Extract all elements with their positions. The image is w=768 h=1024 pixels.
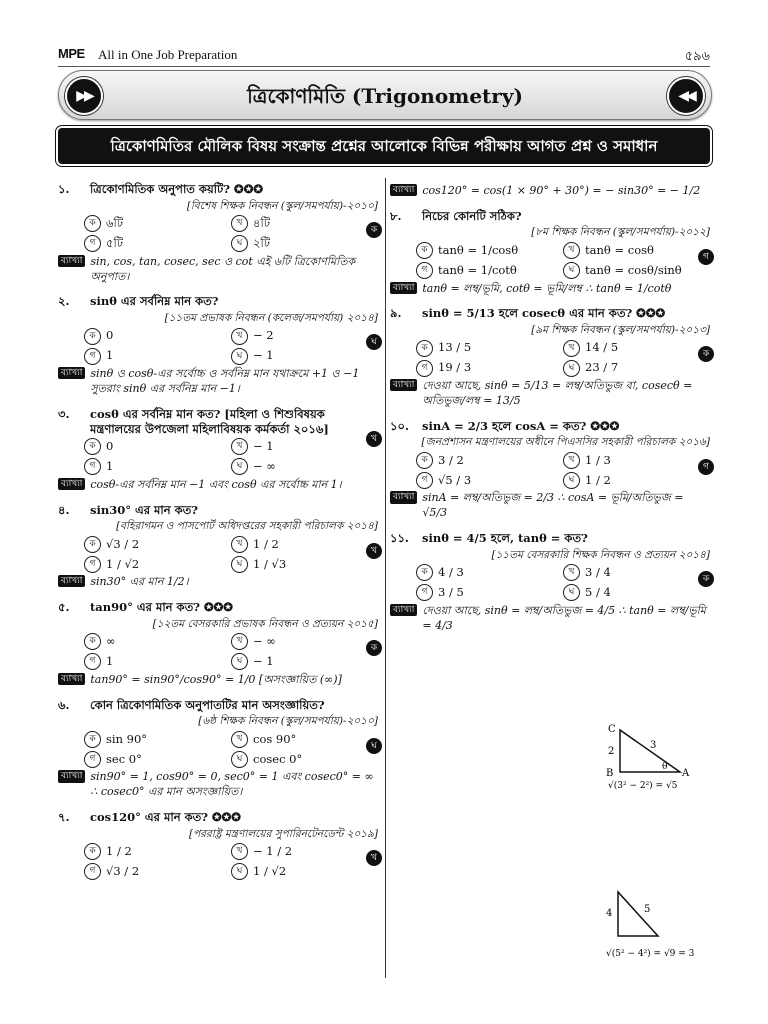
option-letter-badge: ক bbox=[84, 843, 101, 860]
option-value: √3 / 2 bbox=[106, 863, 140, 878]
option-value: sec 0° bbox=[106, 751, 142, 766]
question-number: ৩. bbox=[58, 406, 70, 421]
figure-caption: √(3² − 2²) = √5 bbox=[608, 781, 678, 791]
explanation bbox=[390, 379, 710, 409]
option-value: ∞ bbox=[106, 634, 116, 649]
option-letter-badge: ক bbox=[416, 242, 433, 259]
option-letter-badge: গ bbox=[84, 458, 101, 475]
option-letter-badge: ঘ bbox=[563, 472, 580, 489]
explanation-text: tanθ = লম্ব/ভূমি, cotθ = ভূমি/লম্ব ∴ tanθ = 1/cotθ bbox=[422, 281, 672, 295]
option-value: √5 / 3 bbox=[438, 472, 472, 487]
option[interactable] bbox=[84, 863, 231, 881]
option[interactable] bbox=[231, 555, 378, 573]
option-letter-badge: খ bbox=[231, 328, 248, 345]
page-header bbox=[58, 44, 710, 67]
option[interactable] bbox=[231, 215, 378, 233]
option-value: − ∞ bbox=[253, 634, 276, 649]
option[interactable] bbox=[231, 633, 378, 651]
option-value: 3 / 2 bbox=[438, 452, 464, 467]
explanation-text: sinθ ও cosθ-এর সর্বোচ্চ ও সর্বনিম্ন মান যথাক্রমে +1 ও −1 সুতরাং sinθ এর সর্বনিম্ন মান −1। bbox=[90, 367, 360, 395]
explanation bbox=[390, 491, 710, 521]
option-value: − ∞ bbox=[253, 459, 276, 474]
question-line bbox=[58, 810, 378, 826]
option-letter-badge: ঘ bbox=[231, 235, 248, 252]
option[interactable] bbox=[416, 471, 563, 489]
explanation bbox=[58, 770, 378, 800]
option-value: − 1 bbox=[253, 439, 274, 454]
option-letter-badge: গ bbox=[84, 751, 101, 768]
option-letter-badge: খ bbox=[231, 536, 248, 553]
rewind-icon: ◀◀ bbox=[667, 77, 705, 115]
answer-badge: ক bbox=[698, 346, 714, 362]
option[interactable] bbox=[231, 327, 378, 345]
book-title: All in One Job Preparation bbox=[98, 47, 238, 62]
option[interactable] bbox=[84, 555, 231, 573]
option-letter-badge: ক bbox=[84, 215, 101, 232]
question-line bbox=[390, 419, 710, 435]
option-value: 3 / 4 bbox=[585, 565, 611, 580]
option-letter-badge: গ bbox=[416, 584, 433, 601]
question-line bbox=[390, 531, 710, 547]
question-number: ৪. bbox=[58, 502, 70, 517]
option-value: 0 bbox=[106, 439, 114, 454]
option-letter-badge: খ bbox=[231, 633, 248, 650]
question-line bbox=[58, 503, 378, 519]
option-value: ৪টি bbox=[253, 215, 271, 230]
question-text: cos120° এর মান কত? ✪✪✪ bbox=[90, 810, 241, 825]
option[interactable] bbox=[563, 584, 710, 602]
question-line bbox=[58, 182, 378, 198]
right-column bbox=[390, 182, 710, 644]
option[interactable] bbox=[84, 438, 231, 456]
option-letter-badge: খ bbox=[231, 215, 248, 232]
question-number: ৬. bbox=[58, 697, 70, 712]
question-text: sinθ = 5/13 হলে cosecθ এর মান কত? ✪✪✪ bbox=[422, 306, 666, 321]
option-value: 1 / √2 bbox=[253, 863, 287, 878]
option-letter-badge: ঘ bbox=[231, 348, 248, 365]
option[interactable] bbox=[84, 327, 231, 345]
question-number: ১. bbox=[58, 182, 70, 196]
option-letter-badge: ঘ bbox=[231, 458, 248, 475]
question-number: ৫. bbox=[58, 600, 70, 615]
question-source: [পররাষ্ট্র মন্ত্রণালয়ের সুপারিনটেনডেন্ট ২০১৯] bbox=[189, 827, 378, 840]
option-letter-badge: ঘ bbox=[231, 653, 248, 670]
answer-badge: ক bbox=[366, 640, 382, 656]
option-letter-badge: খ bbox=[231, 438, 248, 455]
explanation-text: sinA = লম্ব/অতিভুজ = 2/3 ∴ cosA = ভূমি/অতিভুজ = √5/3 bbox=[422, 491, 684, 520]
option-value: cosec 0° bbox=[253, 751, 303, 766]
option-value: tanθ = 1/cotθ bbox=[438, 262, 517, 277]
question-block bbox=[390, 184, 710, 199]
option-value: 1 / 3 bbox=[585, 452, 611, 467]
question-block bbox=[390, 531, 710, 633]
question-block bbox=[58, 503, 378, 591]
hypotenuse-label: 5 bbox=[644, 904, 651, 915]
option[interactable] bbox=[231, 730, 378, 748]
explanation-text: sin, cos, tan, cosec, sec ও cot এই ৬টি ত্রিকোণমিতিক অনুপাত। bbox=[90, 254, 356, 283]
option-letter-badge: গ bbox=[416, 262, 433, 279]
option-value: − 2 bbox=[253, 328, 274, 343]
option-value: 1 / 2 bbox=[585, 472, 611, 487]
option-value: 5 / 4 bbox=[585, 585, 611, 600]
explanation bbox=[58, 255, 378, 285]
option-value: 3 / 5 bbox=[438, 585, 464, 600]
option[interactable] bbox=[416, 564, 563, 582]
options-grid bbox=[416, 564, 710, 602]
option-letter-badge: ক bbox=[84, 633, 101, 650]
explanation-text: দেওয়া আছে, sinθ = লম্ব/অতিভুজ = 4/5 ∴ tanθ = লম্ব/ভূমি = 4/3 bbox=[422, 603, 706, 632]
question-block bbox=[58, 600, 378, 688]
option-letter-badge: ক bbox=[84, 536, 101, 553]
section-subtitle-box bbox=[58, 128, 710, 164]
question-text: কোন ত্রিকোণমিতিক অনুপাতটির মান অসংজ্ঞায়িত? bbox=[90, 697, 325, 712]
option-value: 19 / 3 bbox=[438, 360, 472, 375]
section-subtitle: ত্রিকোণমিতির মৌলিক বিষয় সংক্রান্ত প্রশ্নের আলোকে বিভিন্ন পরীক্ষায় আগত প্রশ্ন ও সমাধান bbox=[110, 137, 658, 155]
option[interactable] bbox=[84, 653, 231, 671]
option[interactable] bbox=[84, 535, 231, 553]
question-text: নিচের কোনটি সঠিক? bbox=[422, 208, 522, 223]
option[interactable] bbox=[84, 730, 231, 748]
option[interactable] bbox=[563, 339, 710, 357]
option-letter-badge: ঘ bbox=[563, 584, 580, 601]
option-value: 14 / 5 bbox=[585, 340, 619, 355]
question-text: sinθ এর সর্বনিম্ন মান কত? bbox=[90, 294, 219, 309]
option-letter-badge: ঘ bbox=[231, 556, 248, 573]
question-line bbox=[390, 306, 710, 322]
option[interactable] bbox=[416, 262, 563, 280]
option-letter-badge: গ bbox=[84, 235, 101, 252]
chapter-banner bbox=[58, 70, 712, 120]
option[interactable] bbox=[563, 242, 710, 260]
option[interactable] bbox=[84, 458, 231, 476]
explanation-tag: ব্যাখ্যা bbox=[58, 673, 85, 685]
vertex-b-label: B bbox=[606, 768, 614, 779]
option[interactable] bbox=[231, 438, 378, 456]
option-letter-badge: খ bbox=[563, 564, 580, 581]
option-value: √3 / 2 bbox=[106, 536, 140, 551]
answer-badge: গ bbox=[698, 459, 714, 475]
option-letter-badge: ক bbox=[84, 328, 101, 345]
option-value: − 1 / 2 bbox=[253, 843, 293, 858]
question-source: [৮ম শিক্ষক নিবন্ধন (স্কুল/সমপর্যায়)-২০১২] bbox=[531, 226, 710, 239]
explanation bbox=[58, 367, 378, 397]
option[interactable] bbox=[84, 750, 231, 768]
option[interactable] bbox=[563, 471, 710, 489]
explanation bbox=[58, 478, 378, 493]
side-label: 2 bbox=[608, 746, 615, 757]
question-source: [১২তম বেসরকারি প্রভাষক নিবন্ধন ও প্রত্যয়ন ২০১৫] bbox=[152, 617, 378, 630]
explanation-tag: ব্যাখ্যা bbox=[58, 575, 85, 587]
question-source: [১১তম বেসরকারি শিক্ষক নিবন্ধন ও প্রত্যয়ন ২০১৪] bbox=[491, 548, 710, 561]
answer-badge: ক bbox=[698, 571, 714, 587]
options-grid bbox=[84, 327, 378, 365]
answer-badge: ঘ bbox=[366, 738, 382, 754]
question-block bbox=[390, 209, 710, 297]
option-letter-badge: ক bbox=[416, 340, 433, 357]
question-line bbox=[390, 209, 710, 225]
options-grid bbox=[84, 730, 378, 768]
triangle-figure-1 bbox=[600, 722, 690, 792]
explanation-tag: ব্যাখ্যা bbox=[390, 491, 417, 503]
option[interactable] bbox=[416, 451, 563, 469]
explanation-text: sin90° = 1, cos90° = 0, sec0° = 1 এবং cosec0° = ∞ ∴ cosec0° এর মান অসংজ্ঞায়িত। bbox=[90, 770, 374, 799]
option[interactable] bbox=[231, 750, 378, 768]
triangle-shape bbox=[618, 892, 658, 936]
option[interactable] bbox=[416, 584, 563, 602]
explanation bbox=[390, 604, 710, 634]
option[interactable] bbox=[231, 653, 378, 671]
question-number: ২. bbox=[58, 294, 70, 309]
option-value: tanθ = 1/cosθ bbox=[438, 242, 519, 257]
option[interactable] bbox=[231, 535, 378, 553]
question-number: ৮. bbox=[390, 208, 402, 223]
question-line bbox=[58, 698, 378, 714]
option-letter-badge: ক bbox=[416, 452, 433, 469]
option-letter-badge: ঘ bbox=[231, 863, 248, 880]
explanation-text: দেওয়া আছে, sinθ = 5/13 = লম্ব/অতিভুজ বা, cosecθ = অতিভুজ/লম্ব = 13/5 bbox=[422, 379, 693, 407]
question-line bbox=[58, 407, 378, 438]
vertex-c-label: C bbox=[608, 724, 616, 735]
option[interactable] bbox=[416, 242, 563, 260]
question-block bbox=[58, 810, 378, 881]
option-letter-badge: খ bbox=[563, 242, 580, 259]
explanation-text: tan90° = sin90°/cos90° = 1/0 [অসংজ্ঞায়িত (∞)] bbox=[90, 672, 342, 686]
explanation bbox=[58, 673, 378, 688]
option[interactable] bbox=[563, 359, 710, 377]
answer-badge: খ bbox=[366, 543, 382, 559]
option-letter-badge: গ bbox=[416, 360, 433, 377]
option[interactable] bbox=[231, 458, 378, 476]
explanation-text: cos120° = cos(1 × 90° + 30°) = − sin30° = − 1/2 bbox=[422, 184, 701, 197]
options-grid bbox=[416, 451, 710, 489]
fast-forward-icon: ▶▶ bbox=[65, 77, 103, 115]
triangle-figure-2 bbox=[600, 884, 695, 964]
explanation bbox=[58, 575, 378, 590]
answer-badge: খ bbox=[366, 850, 382, 866]
option-letter-badge: খ bbox=[563, 452, 580, 469]
option-letter-badge: ঘ bbox=[563, 262, 580, 279]
option-value: 23 / 7 bbox=[585, 360, 619, 375]
question-block bbox=[58, 407, 378, 493]
option[interactable] bbox=[416, 339, 563, 357]
page-number: ৫৯৬ bbox=[684, 48, 710, 63]
option[interactable] bbox=[231, 843, 378, 861]
explanation-tag: ব্যাখ্যা bbox=[390, 282, 417, 294]
option-value: cos 90° bbox=[253, 731, 297, 746]
option-value: 0 bbox=[106, 328, 114, 343]
question-text: sin30° এর মান কত? bbox=[90, 502, 199, 517]
hypotenuse-label: 3 bbox=[650, 740, 657, 751]
question-source: [১১তম প্রভাষক নিবন্ধন (কলেজ/সমপর্যায়) ২০১৪] bbox=[164, 311, 378, 324]
option-letter-badge: গ bbox=[84, 863, 101, 880]
explanation bbox=[390, 184, 710, 199]
question-number: ১১. bbox=[390, 531, 409, 546]
question-text: ত্রিকোণমিতিক অনুপাত কয়টি? ✪✪✪ bbox=[90, 182, 263, 196]
chapter-title: ত্রিকোণমিতি (Trigonometry) bbox=[247, 84, 523, 108]
options-grid bbox=[84, 438, 378, 476]
option[interactable] bbox=[231, 863, 378, 881]
option-value: 13 / 5 bbox=[438, 340, 472, 355]
explanation-tag: ব্যাখ্যা bbox=[58, 255, 85, 267]
explanation-text: sin30° এর মান 1/2। bbox=[90, 575, 189, 589]
question-text: cosθ এর সর্বনিম্ন মান কত? [মহিলা ও শিশুবিষয়ক মন্ত্রণালয়ের উপজেলা মহিলাবিষয়ক কর্মকর্তা ২০১৬] bbox=[90, 406, 329, 437]
answer-badge: ক bbox=[366, 222, 382, 238]
option-value: 4 / 3 bbox=[438, 565, 464, 580]
question-source: [৬ষ্ঠ শিক্ষক নিবন্ধন (স্কুল/সমপর্যায়)-২০১০] bbox=[198, 715, 378, 728]
question-source: [জনপ্রশাসন মন্ত্রণালয়ের অধীনে পিএসসির সহকারী পরিচালক ২০১৬] bbox=[421, 436, 710, 449]
option-value: 1 / √2 bbox=[106, 556, 140, 571]
question-block bbox=[58, 294, 378, 396]
options-grid bbox=[84, 843, 378, 881]
option-letter-badge: ঘ bbox=[563, 360, 580, 377]
option[interactable] bbox=[563, 451, 710, 469]
vertex-a-label: A bbox=[682, 768, 690, 779]
question-number: ৭. bbox=[58, 810, 70, 825]
question-block bbox=[390, 419, 710, 521]
explanation-tag: ব্যাখ্যা bbox=[58, 367, 85, 379]
question-text: sinA = 2/3 হলে cosA = কত? ✪✪✪ bbox=[422, 418, 620, 433]
option[interactable] bbox=[84, 235, 231, 253]
option-value: tanθ = cosθ/sinθ bbox=[585, 262, 682, 277]
angle-label: θ bbox=[662, 762, 668, 772]
option-value: 1 / 2 bbox=[106, 843, 132, 858]
option-value: 1 bbox=[106, 654, 114, 669]
answer-badge: ঘ bbox=[366, 334, 382, 350]
option[interactable] bbox=[563, 564, 710, 582]
options-grid bbox=[84, 633, 378, 671]
option-value: 1 / 2 bbox=[253, 536, 279, 551]
question-block bbox=[58, 698, 378, 800]
explanation-tag: ব্যাখ্যা bbox=[390, 379, 417, 391]
option-value: − 1 bbox=[253, 348, 274, 363]
question-line bbox=[58, 600, 378, 616]
option-letter-badge: খ bbox=[231, 843, 248, 860]
option-letter-badge: খ bbox=[563, 340, 580, 357]
question-source: [বহিরাগমন ও পাসপোর্ট অধিদপ্তরের সহকারী পরিচালক ২০১৪] bbox=[116, 520, 378, 533]
question-source: [৯ম শিক্ষক নিবন্ধন (স্কুল/সমপর্যায়)-২০১৩] bbox=[531, 323, 710, 336]
option[interactable] bbox=[231, 347, 378, 365]
option[interactable] bbox=[231, 235, 378, 253]
explanation-tag: ব্যাখ্যা bbox=[58, 770, 85, 782]
option-value: sin 90° bbox=[106, 731, 148, 746]
option-letter-badge: গ bbox=[416, 472, 433, 489]
option-value: 1 / √3 bbox=[253, 556, 287, 571]
explanation-tag: ব্যাখ্যা bbox=[390, 604, 417, 616]
option-letter-badge: ক bbox=[84, 438, 101, 455]
options-grid bbox=[84, 535, 378, 573]
question-line bbox=[58, 294, 378, 310]
options-grid bbox=[416, 242, 710, 280]
options-grid bbox=[416, 339, 710, 377]
explanation-text: cosθ-এর সর্বনিম্ন মান −1 এবং cosθ এর সর্বোচ্চ মান 1। bbox=[90, 477, 342, 491]
triangle-shape bbox=[620, 730, 680, 772]
publisher-logo: MPE bbox=[58, 46, 85, 61]
option-letter-badge: ক bbox=[84, 731, 101, 748]
option[interactable] bbox=[84, 633, 231, 651]
figure-caption: √(5² − 4²) = √9 = 3 bbox=[606, 949, 695, 959]
option-value: − 1 bbox=[253, 654, 274, 669]
option-letter-badge: খ bbox=[231, 731, 248, 748]
option[interactable] bbox=[84, 215, 231, 233]
question-text: tan90° এর মান কত? ✪✪✪ bbox=[90, 600, 233, 615]
column-divider bbox=[385, 178, 386, 978]
question-text: sinθ = 4/5 হলে, tanθ = কত? bbox=[422, 531, 588, 546]
question-number: ৯. bbox=[390, 306, 402, 321]
option-letter-badge: গ bbox=[84, 348, 101, 365]
answer-badge: গ bbox=[698, 249, 714, 265]
option-value: 1 bbox=[106, 459, 114, 474]
question-source: [বিশেষ শিক্ষক নিবন্ধন (স্কুল/সমপর্যায়)-২০১০] bbox=[186, 199, 378, 212]
question-block bbox=[390, 306, 710, 408]
option-value: ৫টি bbox=[106, 235, 124, 250]
option[interactable] bbox=[563, 262, 710, 280]
option-letter-badge: গ bbox=[84, 653, 101, 670]
option-letter-badge: ঘ bbox=[231, 751, 248, 768]
explanation-tag: ব্যাখ্যা bbox=[58, 478, 85, 490]
option-value: 1 bbox=[106, 348, 114, 363]
option[interactable] bbox=[84, 347, 231, 365]
option-value: ৬টি bbox=[106, 215, 124, 230]
question-number: ১০. bbox=[390, 418, 409, 433]
question-block bbox=[58, 182, 378, 284]
answer-badge: খ bbox=[366, 431, 382, 447]
left-column bbox=[58, 182, 378, 891]
option-value: tanθ = cosθ bbox=[585, 242, 654, 257]
side-label: 4 bbox=[606, 908, 613, 919]
explanation-tag: ব্যাখ্যা bbox=[390, 184, 417, 196]
options-grid bbox=[84, 215, 378, 253]
option-letter-badge: ক bbox=[416, 564, 433, 581]
option[interactable] bbox=[84, 843, 231, 861]
option-letter-badge: গ bbox=[84, 556, 101, 573]
explanation bbox=[390, 282, 710, 297]
option[interactable] bbox=[416, 359, 563, 377]
option-value: ২টি bbox=[253, 235, 271, 250]
